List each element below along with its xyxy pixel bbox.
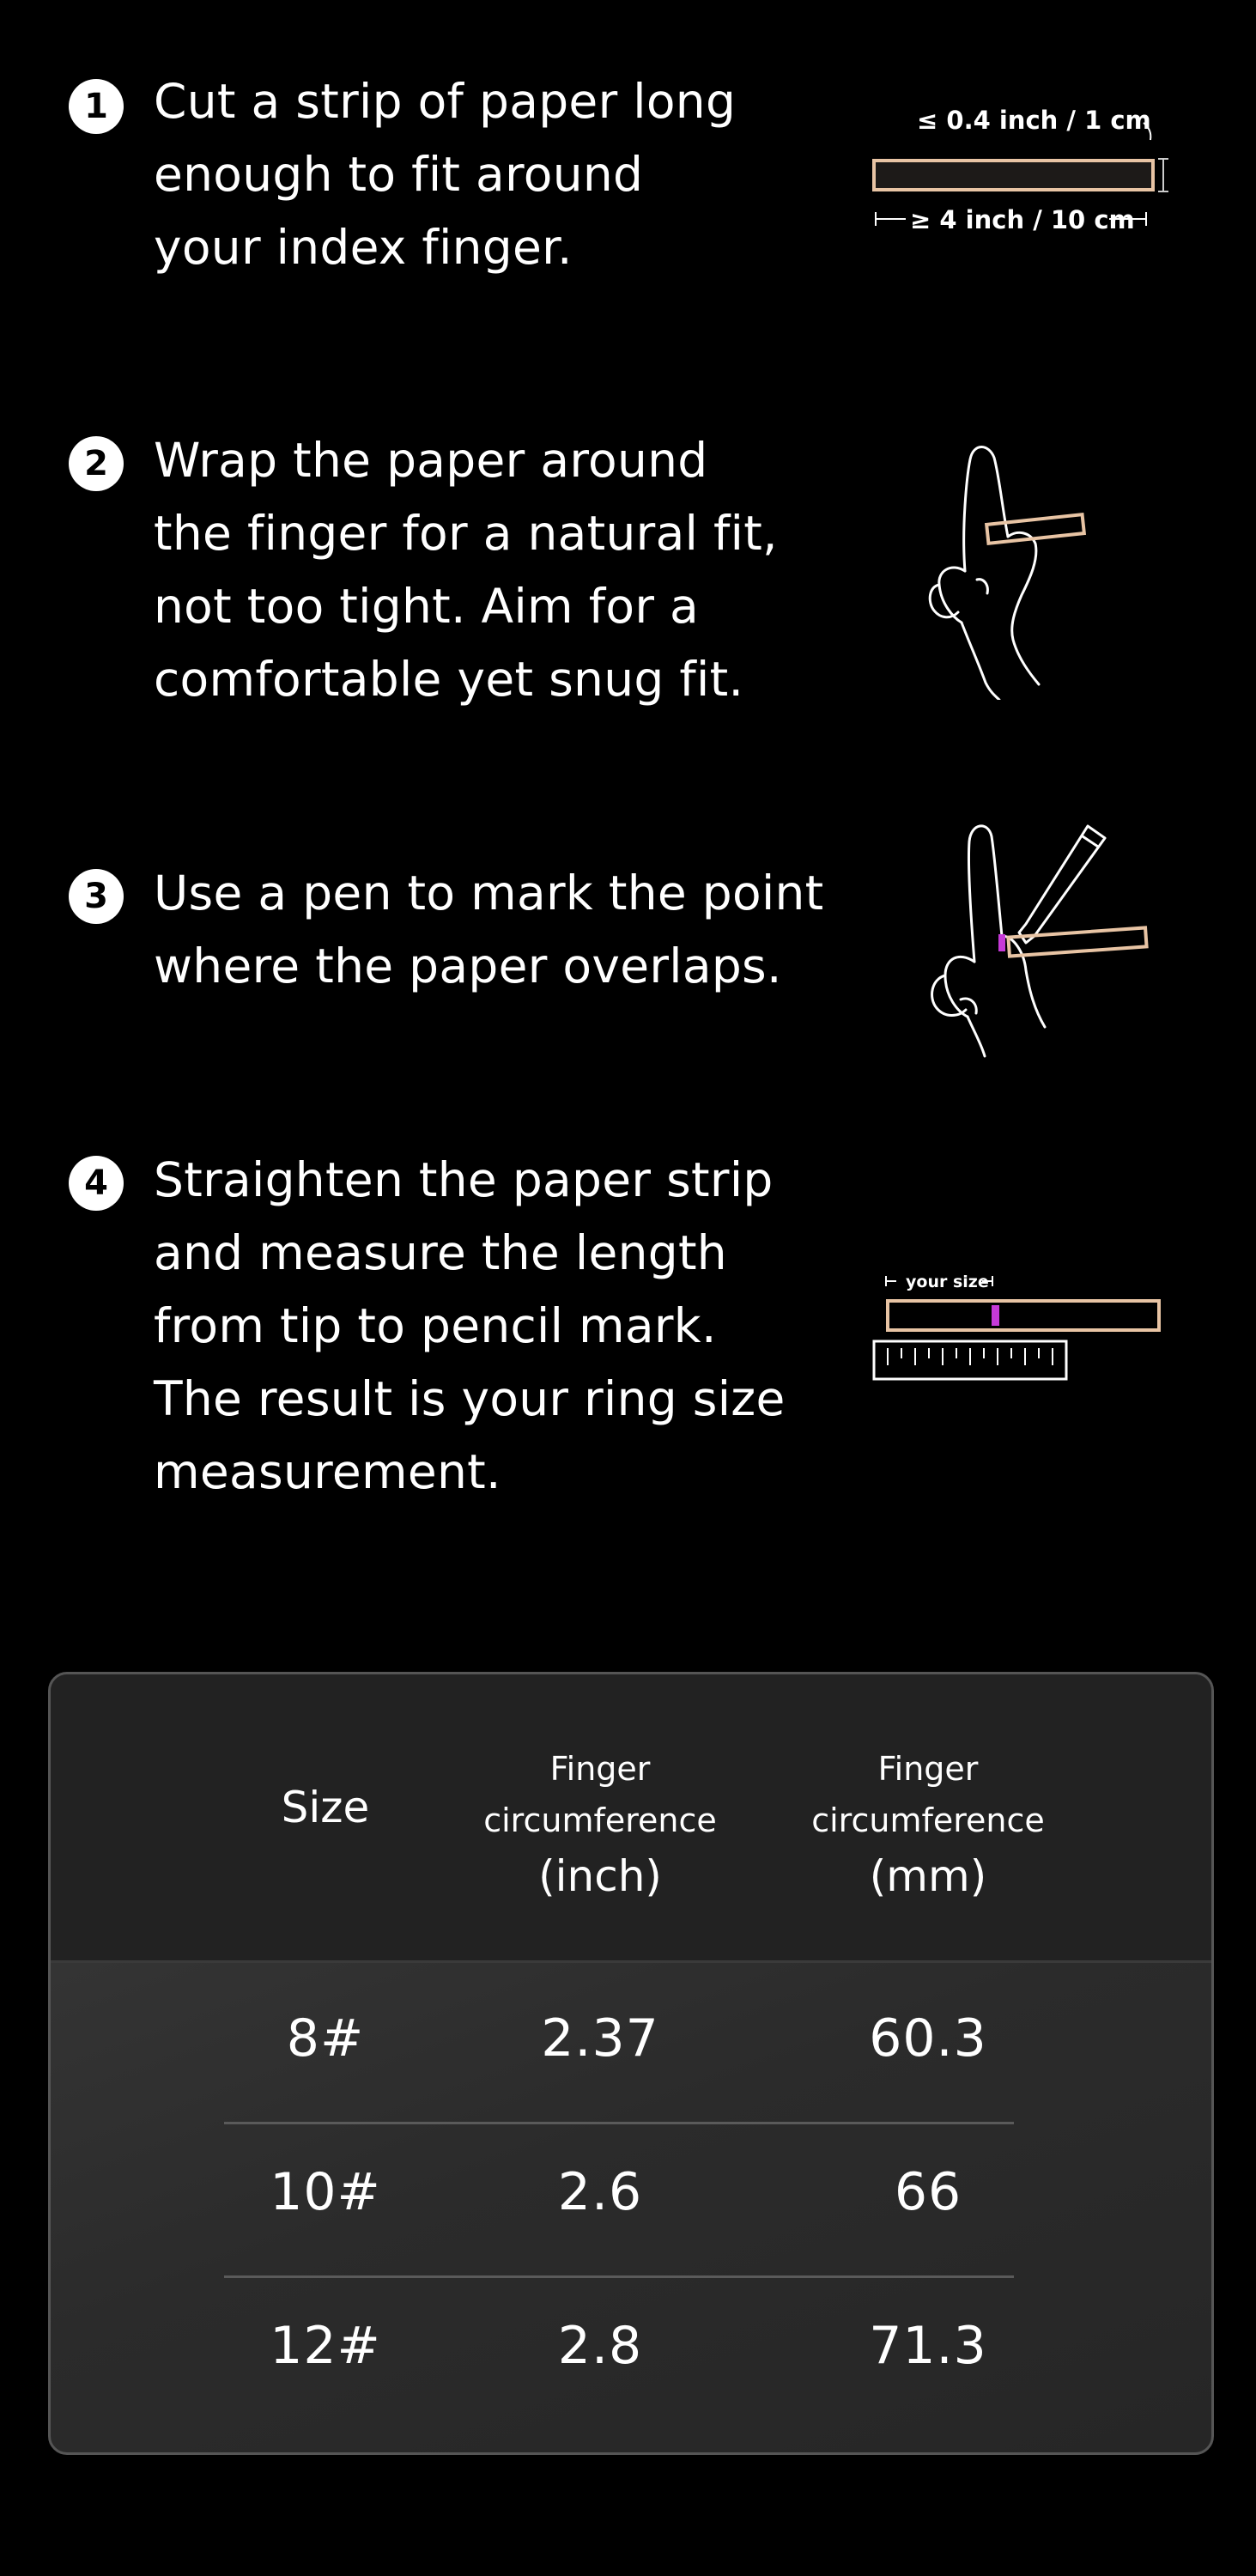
pencil-mark [992,1305,999,1326]
paper-strip [874,161,1153,190]
step-number-1-icon: 1 [69,79,124,134]
header-mm-unit: (mm) [869,1851,987,1901]
strip-length-label: ≥ 4 inch / 10 cm [910,205,1135,234]
step-3-text: Use a pen to mark the point where the paper overlaps. [154,866,824,993]
header-inch [463,1743,737,1906]
ruler-measure-illustration [867,1262,1176,1391]
your-size-label: your size [906,1273,989,1291]
step-number-3-icon: 3 [69,869,124,924]
ring-size-table [48,1672,1214,2455]
straightened-paper-strip [888,1301,1159,1330]
cell-size: 12# [270,2316,381,2376]
cell-inch: 2.6 [557,2162,643,2222]
paper-strip-dimensions-illustration [867,99,1176,253]
table-row [51,2116,1211,2269]
cell-mm: 60.3 [869,2008,987,2069]
step-number-2-icon: 2 [69,436,124,491]
strip-width-label: ≤ 0.4 inch / 1 cm [917,106,1151,135]
cell-size: 10# [270,2162,381,2222]
cell-mm: 71.3 [869,2316,987,2376]
cell-inch: 2.8 [557,2316,643,2376]
header-mm-label: Finger circumference [811,1750,1045,1839]
cell-mm: 66 [894,2162,962,2222]
header-inch-label: Finger circumference [483,1750,717,1839]
pen-mark [998,934,1005,951]
finger-wrap-illustration [910,434,1116,700]
wrapped-paper-strip [986,514,1084,544]
step-4-text: Straighten the paper strip and measure the length from tip to pencil mark. The result is your ring size measurement. [154,1152,786,1499]
table-row [51,2269,1211,2422]
step-number-4-icon: 4 [69,1156,124,1211]
header-size-label: Size [281,1783,370,1832]
table-row [51,1962,1211,2115]
step-2-text: Wrap the paper around the finger for a natural fit, not too tight. Aim for a comfortable yet snug fit. [154,433,778,707]
table-header [51,1674,1211,1963]
header-mm [791,1743,1065,1906]
cell-inch: 2.37 [541,2008,659,2069]
cell-size: 8# [286,2008,365,2069]
step-1-text: Cut a strip of paper long enough to fit around your index finger. [154,74,737,275]
pen-marking-illustration [889,807,1163,1065]
header-inch-unit: (inch) [538,1851,662,1901]
header-size [205,1777,446,1838]
